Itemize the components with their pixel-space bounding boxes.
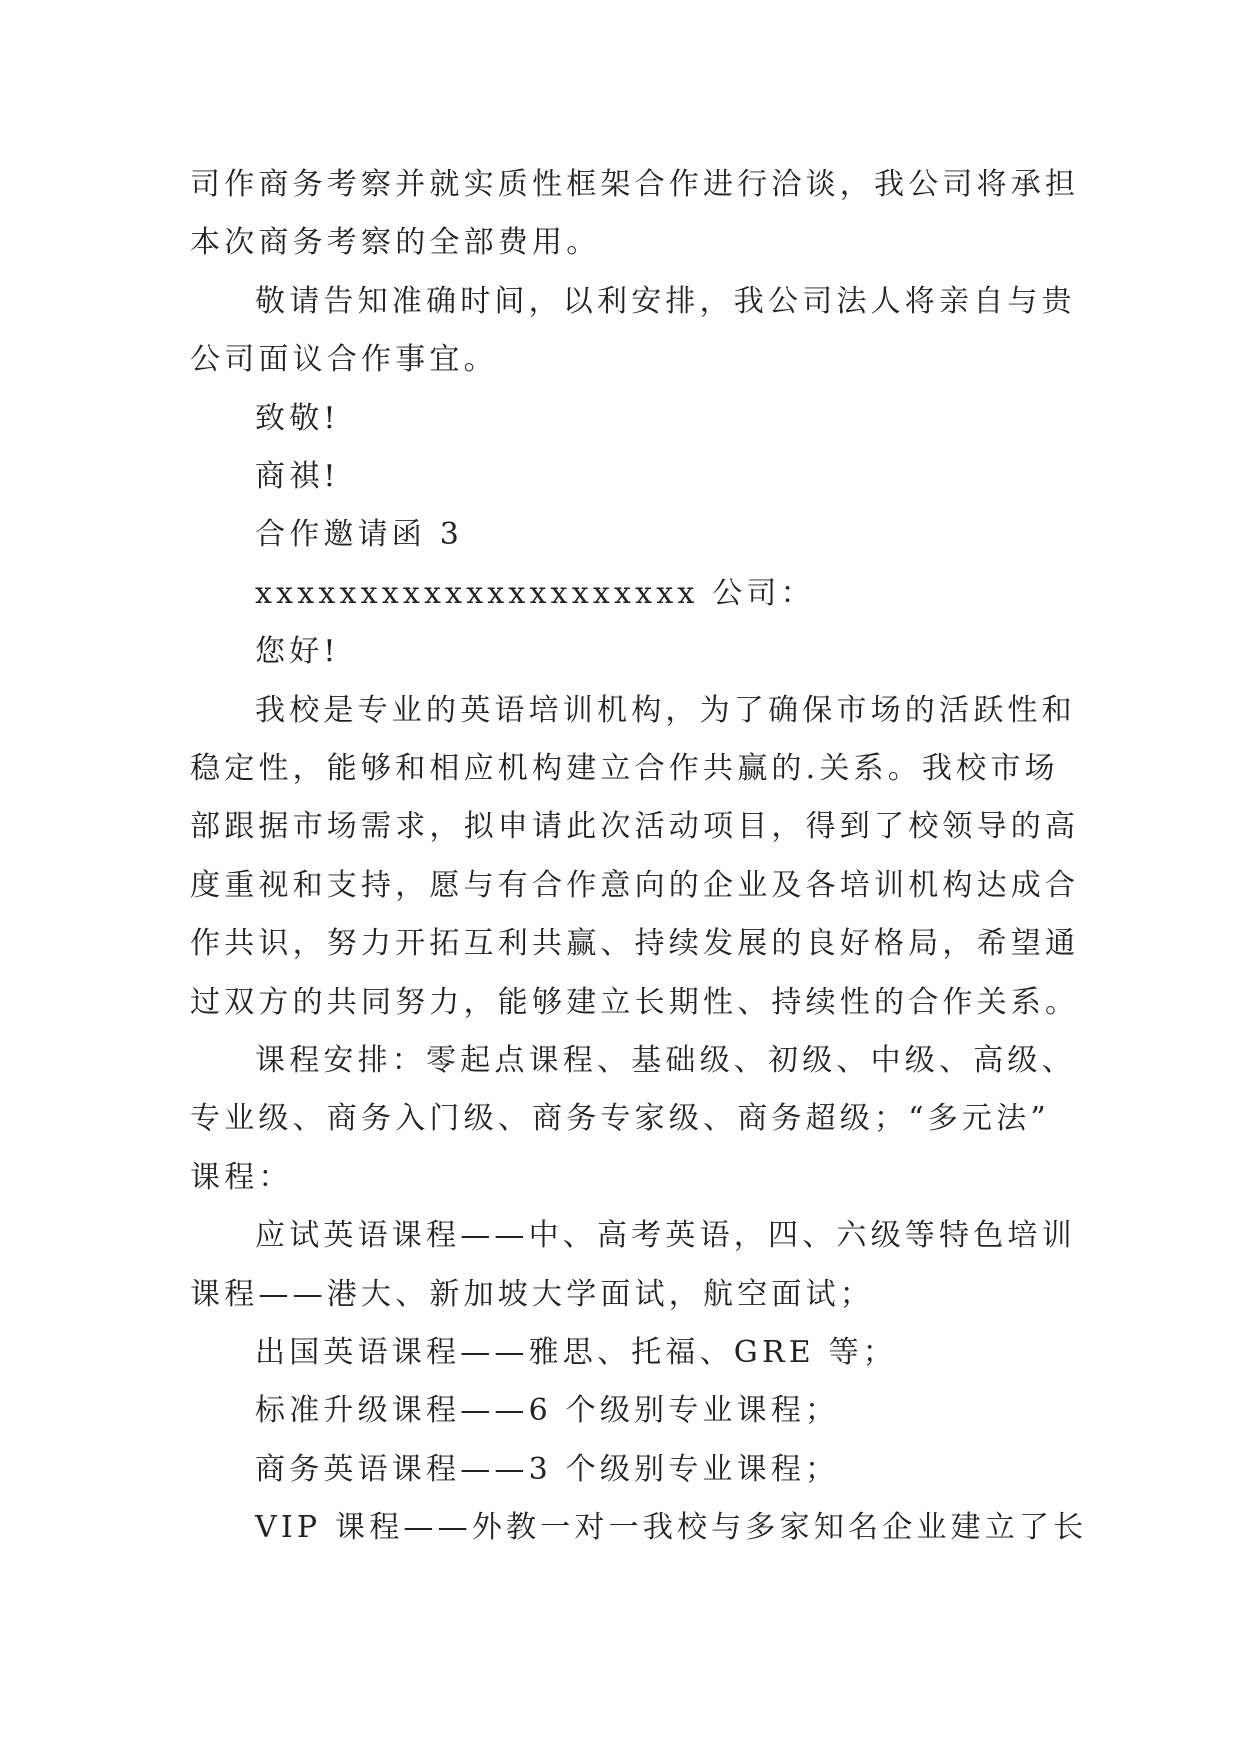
text-line: 我校是专业的英语培训机构，为了确保市场的活跃性和 bbox=[255, 693, 1076, 728]
text-line: 商祺! bbox=[255, 459, 340, 494]
text-line: 课程——港大、新加坡大学面试，航空面试； bbox=[190, 1277, 874, 1312]
text-line: 课程安排：零起点课程、基础级、初级、中级、高级、 bbox=[255, 1043, 1076, 1078]
text-line: 应试英语课程——中、高考英语，四、六级等特色培训 bbox=[255, 1218, 1076, 1253]
text-line: 公司面议合作事宜。 bbox=[190, 342, 498, 377]
text-line: 标准升级课程——6 个级别专业课程； bbox=[255, 1393, 840, 1428]
greeting-line: 您好! bbox=[255, 634, 340, 669]
recipient-line: xxxxxxxxxxxxxxxxxxxxx 公司： bbox=[255, 576, 815, 611]
text-line: 司作商务考察并就实质性框架合作进行洽谈，我公司将承担 bbox=[190, 167, 1080, 202]
text-line: 商务英语课程——3 个级别专业课程； bbox=[255, 1452, 840, 1487]
text-line: 敬请告知准确时间，以利安排，我公司法人将亲自与贵 bbox=[255, 284, 1076, 319]
text-line: VIP 课程——外教一对一我校与多家知名企业建立了长 bbox=[255, 1510, 1088, 1545]
section-title: 合作邀请函 3 bbox=[255, 517, 464, 552]
text-line: 过双方的共同努力，能够建立长期性、持续性的合作关系。 bbox=[190, 985, 1080, 1020]
text-line: 课程： bbox=[190, 1160, 293, 1195]
text-line: 本次商务考察的全部费用。 bbox=[190, 225, 601, 260]
text-line: 部跟据市场需求，拟申请此次活动项目，得到了校领导的高 bbox=[190, 809, 1080, 844]
text-line: 稳定性，能够和相应机构建立合作共赢的.关系。我校市场 bbox=[190, 751, 1059, 786]
text-line: 致敬! bbox=[255, 401, 340, 436]
text-line: 出国英语课程——雅思、托福、GRE 等； bbox=[255, 1335, 897, 1370]
text-line: 度重视和支持，愿与有合作意向的企业及各培训机构达成合 bbox=[190, 868, 1080, 903]
text-line: 作共识，努力开拓互利共赢、持续发展的良好格局，希望通 bbox=[190, 926, 1080, 961]
text-line: 专业级、商务入门级、商务专家级、商务超级；“多元法” bbox=[190, 1101, 1050, 1136]
